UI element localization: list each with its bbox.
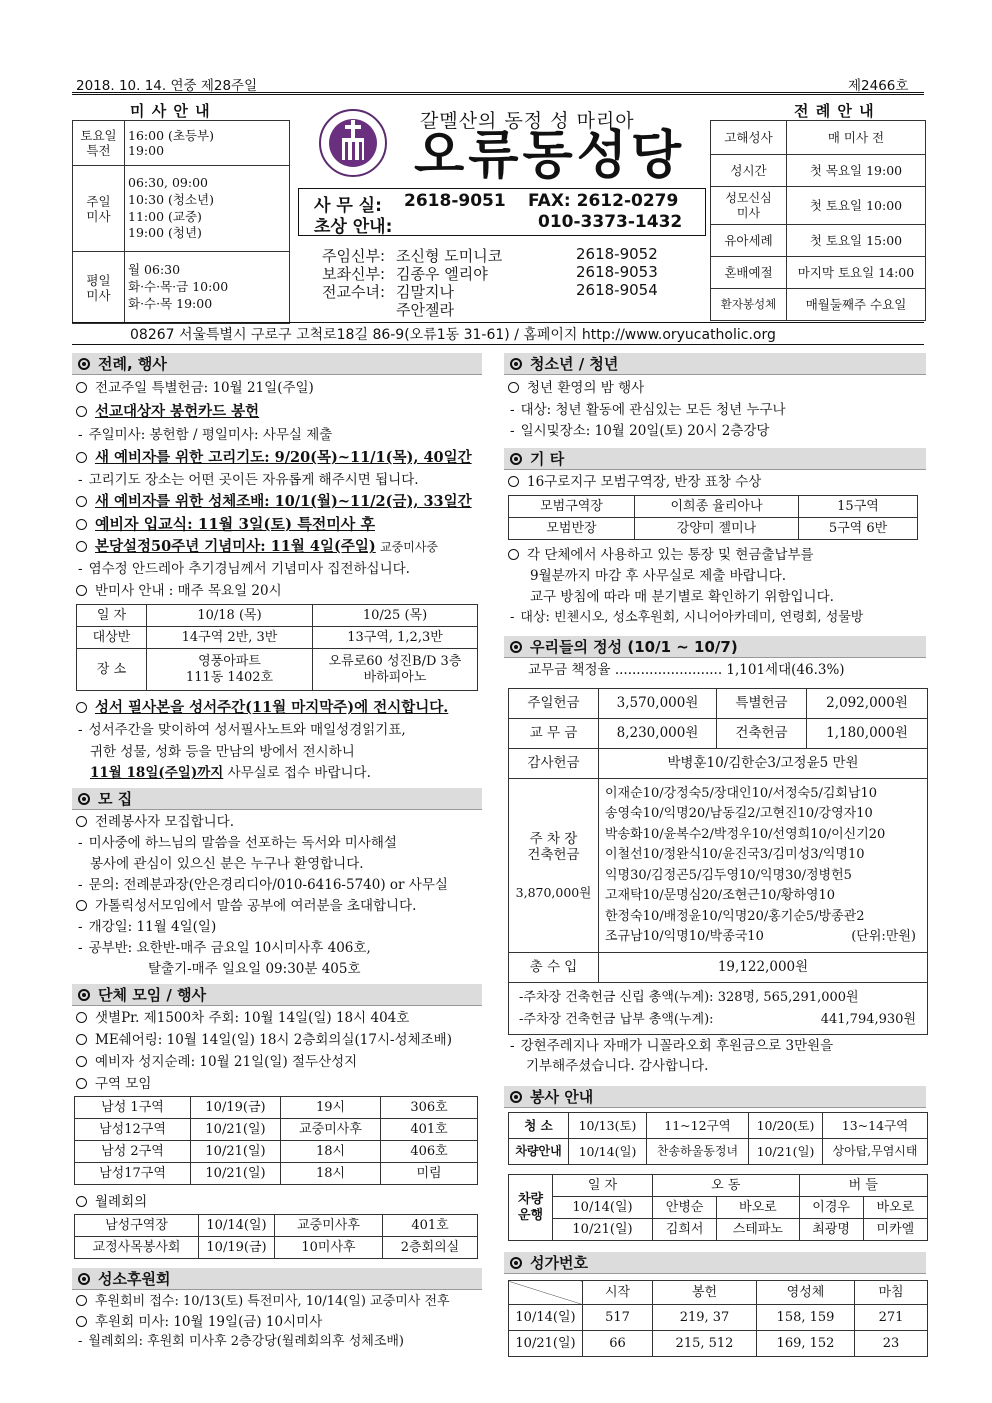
table-cell: 19,122,000원: [599, 953, 928, 983]
table-cell: 바오로: [717, 1197, 799, 1219]
mass-times: 월 06:30 화·수·목·금 10:00 화·수·목 19:00: [125, 252, 290, 324]
table-cell: 10/20(토): [749, 1113, 823, 1139]
table-cell: 감사헌금: [509, 749, 599, 779]
table-cell: 남성12구역: [75, 1119, 191, 1141]
table-cell: 10/21(일): [191, 1119, 281, 1141]
table-cell: 401호: [383, 1215, 478, 1237]
table-cell: 158, 159: [757, 1305, 855, 1331]
table-cell: 10/25 (목): [313, 605, 478, 627]
table-cell: 10/14(일): [553, 1197, 653, 1219]
list-item: 각 단체에서 사용하고 있는 통장 및 현금출납부를: [504, 545, 814, 565]
table-cell: 2,092,000원: [807, 689, 928, 719]
staff-name: 주안젤라: [396, 301, 454, 319]
staff-role: 보좌신부:: [322, 265, 386, 283]
table-cell: 18시: [281, 1163, 381, 1185]
table-cell: 401호: [381, 1119, 478, 1141]
table-cell: 10/21(일): [191, 1163, 281, 1185]
staff-name: 김종우 엘리야: [396, 265, 488, 283]
list-item: 반미사 안내 : 매주 목요일 20시: [72, 581, 282, 601]
circle-bullet-icon: [508, 476, 519, 487]
table-cell: 바오로: [863, 1197, 927, 1219]
mass-day: 평일 미사: [73, 252, 125, 324]
table-cell: 15구역: [799, 496, 918, 518]
table-cell: 영풍아파트 111동 1402호: [147, 649, 313, 691]
table-cell: 스테파노: [717, 1219, 799, 1241]
list-item: - 성서주간을 맞이하여 성서필사노트와 매일성경읽기표,: [78, 722, 406, 738]
list-item: - 월례회의: 후원회 미사후 2층강당(월례회의후 성체조배): [78, 1334, 405, 1349]
table-cell: 8,230,000원: [599, 719, 717, 749]
list-item: - 고리기도 장소는 어떤 곳이든 자유롭게 해주시면 됩니다.: [78, 472, 419, 488]
staff-name: 조신형 도미니코: [396, 247, 503, 265]
table-cell: 교중미사후: [275, 1215, 383, 1237]
circle-bullet-icon: [76, 406, 87, 417]
offering-table: [508, 688, 928, 1035]
liturgy-title: 전 례 안 내: [794, 102, 875, 120]
list-item: 성서 필사본을 성서주간(11월 마지막주)에 전시합니다.: [72, 698, 448, 718]
mass-table: [72, 120, 290, 324]
list-item: 청년 환영의 밤 행사: [504, 378, 644, 398]
office-phone: 2618-9051: [404, 191, 506, 211]
table-cell: 박병훈10/김한순3/고정윤5 만원: [599, 749, 928, 779]
address-rule: [72, 322, 924, 323]
list-item: - 주일미사: 봉헌함 / 평일미사: 사무실 제출: [78, 427, 333, 443]
table-cell: 10/21(일): [509, 1331, 583, 1357]
liturgy-value: 첫 토요일 15:00: [787, 225, 926, 257]
table-cell: 10/21(일): [749, 1139, 823, 1165]
table-cell: 10/14(일): [509, 1305, 583, 1331]
list-item: 본당설정50주년 기념미사: 11월 4일(주일) 교중미사중: [72, 537, 438, 557]
table-cell: 10/19(금): [199, 1237, 275, 1259]
donor-line: 이재순10/강정숙5/장대인10/서정숙5/김회남10: [605, 785, 878, 801]
table-cell: 10/13(토): [569, 1113, 647, 1139]
table-cell: 271: [855, 1305, 928, 1331]
hymn-table: [508, 1280, 928, 1357]
list-item: - 개강일: 11월 4일(일): [78, 919, 217, 935]
circle-bullet-icon: [76, 702, 87, 713]
table-cell: 미카엘: [863, 1219, 927, 1241]
table-cell: 찬송하울동정녀: [647, 1139, 749, 1165]
church-subtitle: 갈멜산의 동정 성 마리아: [420, 110, 635, 132]
list-item: 월례회의: [72, 1192, 147, 1212]
list-item: 구역 모임: [72, 1074, 151, 1094]
list-item: 샛별Pr. 제1500차 주회: 10월 14일(일) 18시 404호: [72, 1008, 409, 1028]
list-item: - 일시및장소: 10월 20일(토) 20시 2층강당: [510, 423, 770, 439]
issue-date: 2018. 10. 14. 연중 제28주일: [76, 78, 258, 94]
circle-bullet-icon: [76, 519, 87, 530]
table-cell: 306호: [381, 1097, 478, 1119]
table-cell: 모범구역장: [509, 496, 635, 518]
staff-name: 김말지나: [396, 283, 454, 301]
parking-donor-list: [599, 779, 928, 953]
table-cell: 5구역 6반: [799, 518, 918, 540]
list-item: 봉사에 관심이 있으신 분은 누구나 환영합니다.: [90, 856, 364, 872]
table-cell: 교중미사후: [281, 1119, 381, 1141]
table-cell: 11~12구역: [647, 1113, 749, 1139]
circle-bullet-icon: [508, 549, 519, 560]
circle-bullet-icon: [76, 1034, 87, 1045]
table-cell: 최광명: [799, 1219, 863, 1241]
church-name: 오류동성당: [414, 126, 686, 186]
table-cell: 10/18 (목): [147, 605, 313, 627]
top-rule: [72, 92, 924, 95]
bullet-icon: [510, 1091, 522, 1103]
tithe-rate: 교무금 책정율 ......................... 1,101세대(46.3%): [528, 662, 845, 678]
staff-phone: 2618-9054: [576, 281, 658, 299]
table-cell: 10/21(일): [553, 1219, 653, 1241]
table-cell: 19시: [281, 1097, 381, 1119]
van-table: [508, 1174, 928, 1241]
table-cell: 상아탑,무염시태: [823, 1139, 928, 1165]
circle-bullet-icon: [76, 585, 87, 596]
liturgy-value: 매 미사 전: [787, 121, 926, 155]
monthly-meeting-table: [74, 1214, 478, 1259]
table-cell: [509, 1281, 583, 1305]
donor-line: 박송화10/윤복수2/박정우10/선영희10/이신기20: [605, 826, 886, 842]
table-cell: 18시: [281, 1141, 381, 1163]
parking-label: 주 차 장 건축헌금: [527, 830, 580, 863]
section-header-recruit: 모 집: [72, 788, 482, 810]
staff-phone: 2618-9052: [576, 245, 658, 263]
circle-bullet-icon: [76, 382, 87, 393]
church-emblem-icon: [318, 108, 388, 178]
table-cell: 10/21(일): [191, 1141, 281, 1163]
list-item: 후원회 미사: 10월 19일(금) 10시미사: [72, 1312, 322, 1332]
liturgy-value: 마지막 토요일 14:00: [787, 257, 926, 289]
address: 08267 서울특별시 구로구 고척로18길 86-9(오류1동 31-61) / 홈페이지 http://www.oryucatholic.org: [130, 327, 776, 343]
table-cell: 3,570,000원: [599, 689, 717, 719]
fax: FAX: 2612-0279: [528, 191, 679, 211]
table-cell: 청 소: [509, 1113, 569, 1139]
circle-bullet-icon: [76, 1196, 87, 1207]
staff-role: 주임신부:: [322, 247, 386, 265]
bullet-icon: [78, 1273, 90, 1285]
liturgy-key: 혼배예절: [711, 257, 787, 289]
list-item: 기부해주셨습니다. 감사합니다.: [526, 1058, 709, 1074]
section-header-hymns: 성가번호: [504, 1252, 926, 1274]
mass-times: 16:00 (초등부) 19:00: [125, 121, 290, 166]
liturgy-key: 유아세례: [711, 225, 787, 257]
mass-day: 토요일 특전: [73, 121, 125, 166]
liturgy-key: 성모신심 미사: [711, 187, 787, 225]
list-item: ME쉐어링: 10월 14일(일) 18시 2층회의실(17시-성체조배): [72, 1030, 452, 1050]
table-cell: 마침: [855, 1281, 928, 1305]
list-item: - 미사중에 하느님의 말씀을 선포하는 독서와 미사해설: [78, 835, 397, 851]
table-cell: 10/19(금): [191, 1097, 281, 1119]
table-cell: 215, 512: [653, 1331, 757, 1357]
liturgy-key: 고해성사: [711, 121, 787, 155]
circle-bullet-icon: [76, 1295, 87, 1306]
bullet-icon: [510, 1257, 522, 1269]
office-label: 사 무 실:: [314, 196, 382, 216]
table-cell: 김희서: [653, 1219, 717, 1241]
liturgy-table: [710, 120, 926, 321]
list-item: 16구로지구 모범구역장, 반장 표창 수상: [504, 472, 761, 492]
list-item: 귀한 성물, 성화 등을 만남의 방에서 전시하니: [90, 744, 355, 760]
funeral-phone: 010-3373-1432: [538, 212, 683, 232]
table-cell: 교 무 금: [509, 719, 599, 749]
table-cell: 교정사목봉사회: [75, 1237, 199, 1259]
table-cell: 66: [583, 1331, 653, 1357]
list-item: 예비자 성지순례: 10월 21일(일) 절두산성지: [72, 1052, 357, 1072]
donor-line: 조규남10/익명10/박종국10 (단위:만원): [605, 929, 916, 944]
list-item: - 공부반: 요한반-매주 금요일 10시미사후 406호,: [78, 940, 371, 956]
table-cell: 시작: [583, 1281, 653, 1305]
liturgy-value: 매월둘째주 수요일: [787, 289, 926, 321]
table-cell: 13구역, 1,2,3반: [313, 627, 478, 649]
table-cell: 특별헌금: [717, 689, 807, 719]
bullet-icon: [510, 358, 522, 370]
table-cell: 차량안내: [509, 1139, 569, 1165]
donor-line: 송영숙10/익명20/남동길2/고현진10/강영자10: [605, 806, 873, 821]
funeral-label: 초상 안내:: [314, 217, 393, 237]
bullet-icon: [78, 358, 90, 370]
table-cell: 모범반장: [509, 518, 635, 540]
donor-line: 한정숙10/배정윤10/익명20/홍기순5/방종관2: [605, 908, 865, 924]
donor-line: 이철선10/정완식10/윤진국3/김미성3/익명10: [605, 847, 865, 862]
table-cell: 건축헌금: [717, 719, 807, 749]
list-item: - 문의: 전례분과장(안은경리디아/010-6416-5740) or 사무실: [78, 877, 448, 893]
liturgy-value: 첫 토요일 10:00: [787, 187, 926, 225]
mass-title: 미 사 안 내: [130, 102, 211, 120]
table-cell: 오류로60 성진B/D 3층 바하피아노: [313, 649, 478, 691]
list-item: 11월 18일(주일)까지 사무실로 접수 바랍니다.: [90, 765, 371, 781]
mass-day: 주일 미사: [73, 166, 125, 252]
staff-role: 전교수녀:: [322, 283, 386, 301]
paid-total: -주차장 건축헌금 납부 총액(누계): 441,794,930원: [519, 1011, 916, 1027]
list-item: 9월분까지 마감 후 사무실로 제출 바랍니다.: [530, 568, 787, 584]
table-cell: 안병순: [653, 1197, 717, 1219]
ban-mass-table: [76, 604, 478, 691]
table-cell: 14구역 2반, 3반: [147, 627, 313, 649]
list-item: 예비자 입교식: 11월 3일(토) 특전미사 후: [72, 514, 375, 534]
table-cell: 주일헌금: [509, 689, 599, 719]
table-cell: 강양미 젤미나: [635, 518, 799, 540]
list-item: - 대상: 빈첸시오, 성소후원회, 시니어아카데미, 연령회, 성물방: [510, 610, 864, 625]
circle-bullet-icon: [76, 1056, 87, 1067]
table-cell: 1,180,000원: [807, 719, 928, 749]
table-cell: 버 들: [799, 1175, 928, 1197]
table-cell: 219, 37: [653, 1305, 757, 1331]
table-cell: 이경우: [799, 1197, 863, 1219]
table-cell: 남성 2구역: [75, 1141, 191, 1163]
table-cell: [509, 983, 928, 1035]
table-cell: [509, 779, 599, 953]
circle-bullet-icon: [76, 900, 87, 911]
bullet-icon: [78, 989, 90, 1001]
list-item: - 강현주레지나 자매가 니꼴라오회 후원금으로 3만원을: [510, 1038, 834, 1054]
donor-line: 익명30/김정곤5/김두영10/익명30/정병헌5: [605, 867, 852, 883]
table-cell: 일 자: [553, 1175, 653, 1197]
table-cell: 23: [855, 1331, 928, 1357]
table-cell: 영성체: [757, 1281, 855, 1305]
list-item: - 대상: 청년 활동에 관심있는 모든 청년 누구나: [510, 402, 786, 418]
table-cell: 남성17구역: [75, 1163, 191, 1185]
circle-bullet-icon: [508, 382, 519, 393]
table-cell: 일 자: [77, 605, 147, 627]
issue-number: 제2466호: [848, 78, 909, 94]
circle-bullet-icon: [76, 1078, 87, 1089]
service-table: [508, 1112, 928, 1165]
table-cell: 2층회의실: [383, 1237, 478, 1259]
table-cell: 남성구역장: [75, 1215, 199, 1237]
address-rule-bottom: [72, 344, 924, 345]
table-cell: 이희종 율리아나: [635, 496, 799, 518]
circle-bullet-icon: [76, 1316, 87, 1327]
section-header-service: 봉사 안내: [504, 1086, 926, 1108]
table-cell: 남성 1구역: [75, 1097, 191, 1119]
list-item: 전교주일 특별헌금: 10월 21일(주일): [72, 378, 314, 398]
liturgy-key: 성시간: [711, 155, 787, 187]
table-cell: 406호: [381, 1141, 478, 1163]
list-item: 새 예비자를 위한 고리기도: 9/20(목)~11/1(목), 40일간: [72, 448, 472, 468]
award-table: [508, 495, 918, 540]
table-cell: 장 소: [77, 649, 147, 691]
list-item: 전례봉사자 모집합니다.: [72, 812, 234, 832]
table-cell: 10/14(일): [569, 1139, 647, 1165]
list-item: 선교대상자 봉헌카드 봉헌: [72, 402, 259, 422]
section-header-offering: 우리들의 정성 (10/1 ~ 10/7): [504, 636, 926, 658]
section-header-vocation: 성소후원회: [72, 1268, 482, 1290]
list-item: 탈출기-매주 일요일 09:30분 405호: [148, 961, 361, 977]
table-cell: 미림: [381, 1163, 478, 1185]
circle-bullet-icon: [76, 541, 87, 552]
bullet-icon: [78, 793, 90, 805]
circle-bullet-icon: [76, 452, 87, 463]
table-cell: 차량 운행: [509, 1175, 553, 1241]
table-cell: 169, 152: [757, 1331, 855, 1357]
table-cell: 10미사후: [275, 1237, 383, 1259]
list-item: 가톨릭성서모임에서 말씀 공부에 여러분을 초대합니다.: [72, 896, 416, 916]
list-item: 새 예비자를 위한 성체조배: 10/1(월)~11/2(금), 33일간: [72, 492, 472, 512]
table-cell: 오 동: [653, 1175, 800, 1197]
list-item: - 염수정 안드레아 추기경님께서 기념미사 집전하십니다.: [78, 561, 410, 577]
section-header-groups: 단체 모임 / 행사: [72, 984, 482, 1006]
area-meeting-table: [74, 1096, 478, 1185]
list-item: 교구 방침에 따라 매 분기별로 확인하기 위함입니다.: [530, 589, 834, 605]
donor-line: 고재탁10/문명심20/조현근10/황하영10: [605, 888, 836, 903]
table-cell: 13~14구역: [823, 1113, 928, 1139]
parking-amount: 3,870,000원: [515, 885, 592, 901]
bullet-icon: [510, 453, 522, 465]
staff-phone: 2618-9053: [576, 263, 658, 281]
circle-bullet-icon: [76, 1012, 87, 1023]
mass-times: 06:30, 09:00 10:30 (청소년) 11:00 (교중) 19:00 (청년): [125, 166, 290, 252]
section-header-liturgy-events: 전례, 행사: [72, 353, 482, 375]
list-item: 후원회비 접수: 10/13(토) 특전미사, 10/14(일) 교중미사 전후: [72, 1292, 450, 1312]
table-cell: 10/14(일): [199, 1215, 275, 1237]
table-cell: 대상반: [77, 627, 147, 649]
table-cell: 총 수 입: [509, 953, 599, 983]
liturgy-key: 환자봉성체: [711, 289, 787, 321]
section-header-youth: 청소년 / 청년: [504, 353, 926, 375]
circle-bullet-icon: [76, 496, 87, 507]
section-header-etc: 기 타: [504, 448, 926, 470]
liturgy-value: 첫 목요일 19:00: [787, 155, 926, 187]
pledge-total: -주차장 건축헌금 신립 총액(누계): 328명, 565,291,000원: [519, 989, 859, 1005]
table-cell: 517: [583, 1305, 653, 1331]
circle-bullet-icon: [76, 816, 87, 827]
bullet-icon: [510, 641, 522, 653]
table-cell: 봉헌: [653, 1281, 757, 1305]
